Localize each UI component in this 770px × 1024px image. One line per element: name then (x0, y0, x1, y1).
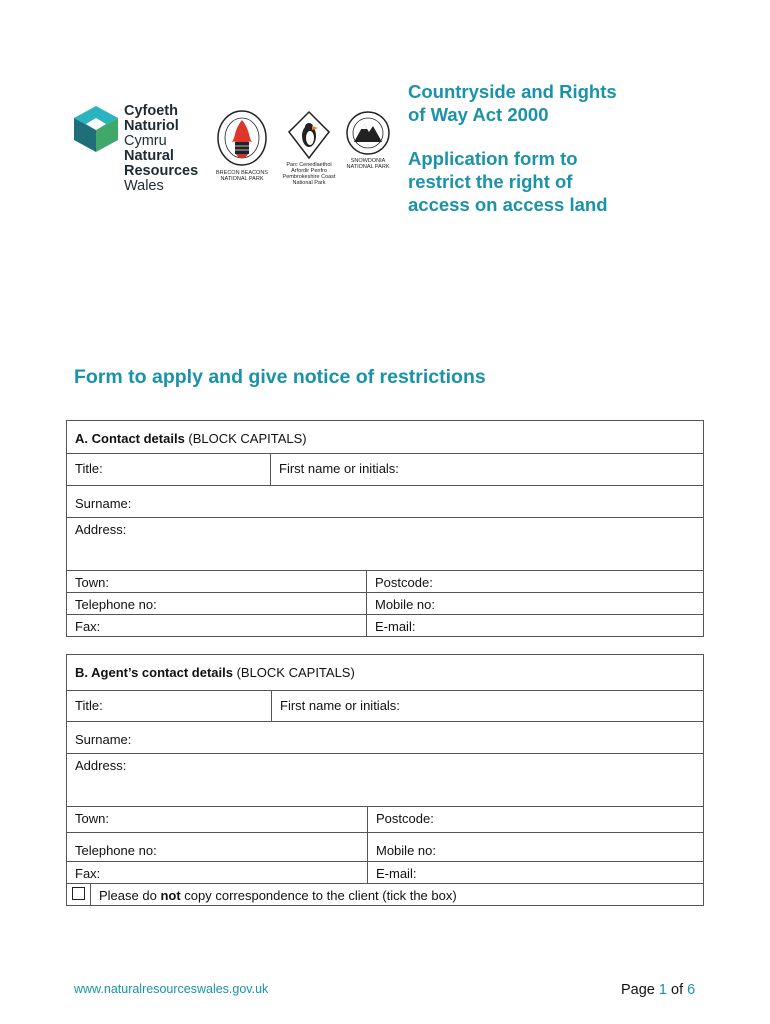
pembrokeshire-caption-english: Pembrokeshire Coast National Park (282, 174, 336, 186)
org-name-line: Resources (124, 163, 199, 179)
brecon-beacons-caption: BRECON BEACONS NATIONAL PARK (216, 170, 268, 182)
subtitle-line: Application form to (408, 148, 578, 169)
agent-first-name-field[interactable]: First name or initials: (272, 691, 704, 722)
agent-fax-field[interactable]: Fax: (67, 862, 368, 884)
brecon-beacons-logo (213, 110, 271, 182)
fax-field[interactable]: Fax: (67, 615, 367, 637)
postcode-field[interactable]: Postcode: (367, 571, 704, 593)
org-name-line: Naturiol (124, 118, 179, 134)
page-number: Page 1 of 6 (621, 982, 696, 998)
pembrokeshire-coast-logo (278, 110, 340, 186)
agent-postcode-field[interactable]: Postcode: (368, 807, 704, 833)
nrw-wordmark (124, 104, 198, 194)
puffin-emblem-icon (287, 110, 331, 160)
agent-mobile-field[interactable]: Mobile no: (368, 833, 704, 862)
agent-address-field[interactable]: Address: (67, 754, 704, 807)
title-field[interactable]: Title: (67, 454, 271, 486)
org-name-line: Natural (124, 148, 174, 164)
telephone-field[interactable]: Telephone no: (67, 593, 367, 615)
agent-town-field[interactable]: Town: (67, 807, 368, 833)
agent-email-field[interactable]: E-mail: (368, 862, 704, 884)
snowdonia-emblem-icon (342, 110, 394, 156)
no-copy-checkbox-cell[interactable] (67, 884, 91, 906)
section-b-header: B. Agent’s contact details (BLOCK CAPITALS) (67, 655, 704, 691)
email-field[interactable]: E-mail: (367, 615, 704, 637)
nrw-logo-icon (72, 104, 120, 154)
first-name-field[interactable]: First name or initials: (271, 454, 704, 486)
org-name-line: Cymru (124, 133, 167, 149)
surname-field[interactable]: Surname: (67, 486, 704, 518)
agent-telephone-field[interactable]: Telephone no: (67, 833, 368, 862)
snowdonia-caption: SNOWDONIA NATIONAL PARK (346, 158, 390, 170)
document-title-block (408, 80, 708, 216)
section-a-header: A. Contact details (BLOCK CAPITALS) (67, 421, 704, 454)
no-copy-checkbox[interactable] (72, 887, 85, 900)
agent-surname-field[interactable]: Surname: (67, 722, 704, 754)
org-name-line: Cyfoeth (124, 103, 178, 119)
logo-strip (72, 100, 402, 195)
agent-title-field[interactable]: Title: (67, 691, 272, 722)
snowdonia-logo (338, 110, 398, 170)
title-line: Countryside and Rights (408, 81, 617, 102)
subtitle-line: restrict the right of (408, 171, 573, 192)
pembrokeshire-caption-welsh: Parc Cenedlaethol Arfordir Penfro (286, 162, 332, 174)
brecon-beacons-emblem-icon (216, 110, 268, 168)
no-copy-label: Please do not copy correspondence to the client (tick the box) (91, 884, 704, 906)
form-heading: Form to apply and give notice of restrictions (74, 366, 486, 388)
footer-website-link[interactable]: www.naturalresourceswales.gov.uk (74, 982, 269, 996)
section-b-agent-details (66, 654, 704, 906)
mobile-field[interactable]: Mobile no: (367, 593, 704, 615)
address-field[interactable]: Address: (67, 518, 704, 571)
org-name-line: Wales (124, 178, 164, 194)
title-line: of Way Act 2000 (408, 104, 549, 125)
subtitle-line: access on access land (408, 194, 608, 215)
section-a-contact-details (66, 420, 704, 637)
town-field[interactable]: Town: (67, 571, 367, 593)
